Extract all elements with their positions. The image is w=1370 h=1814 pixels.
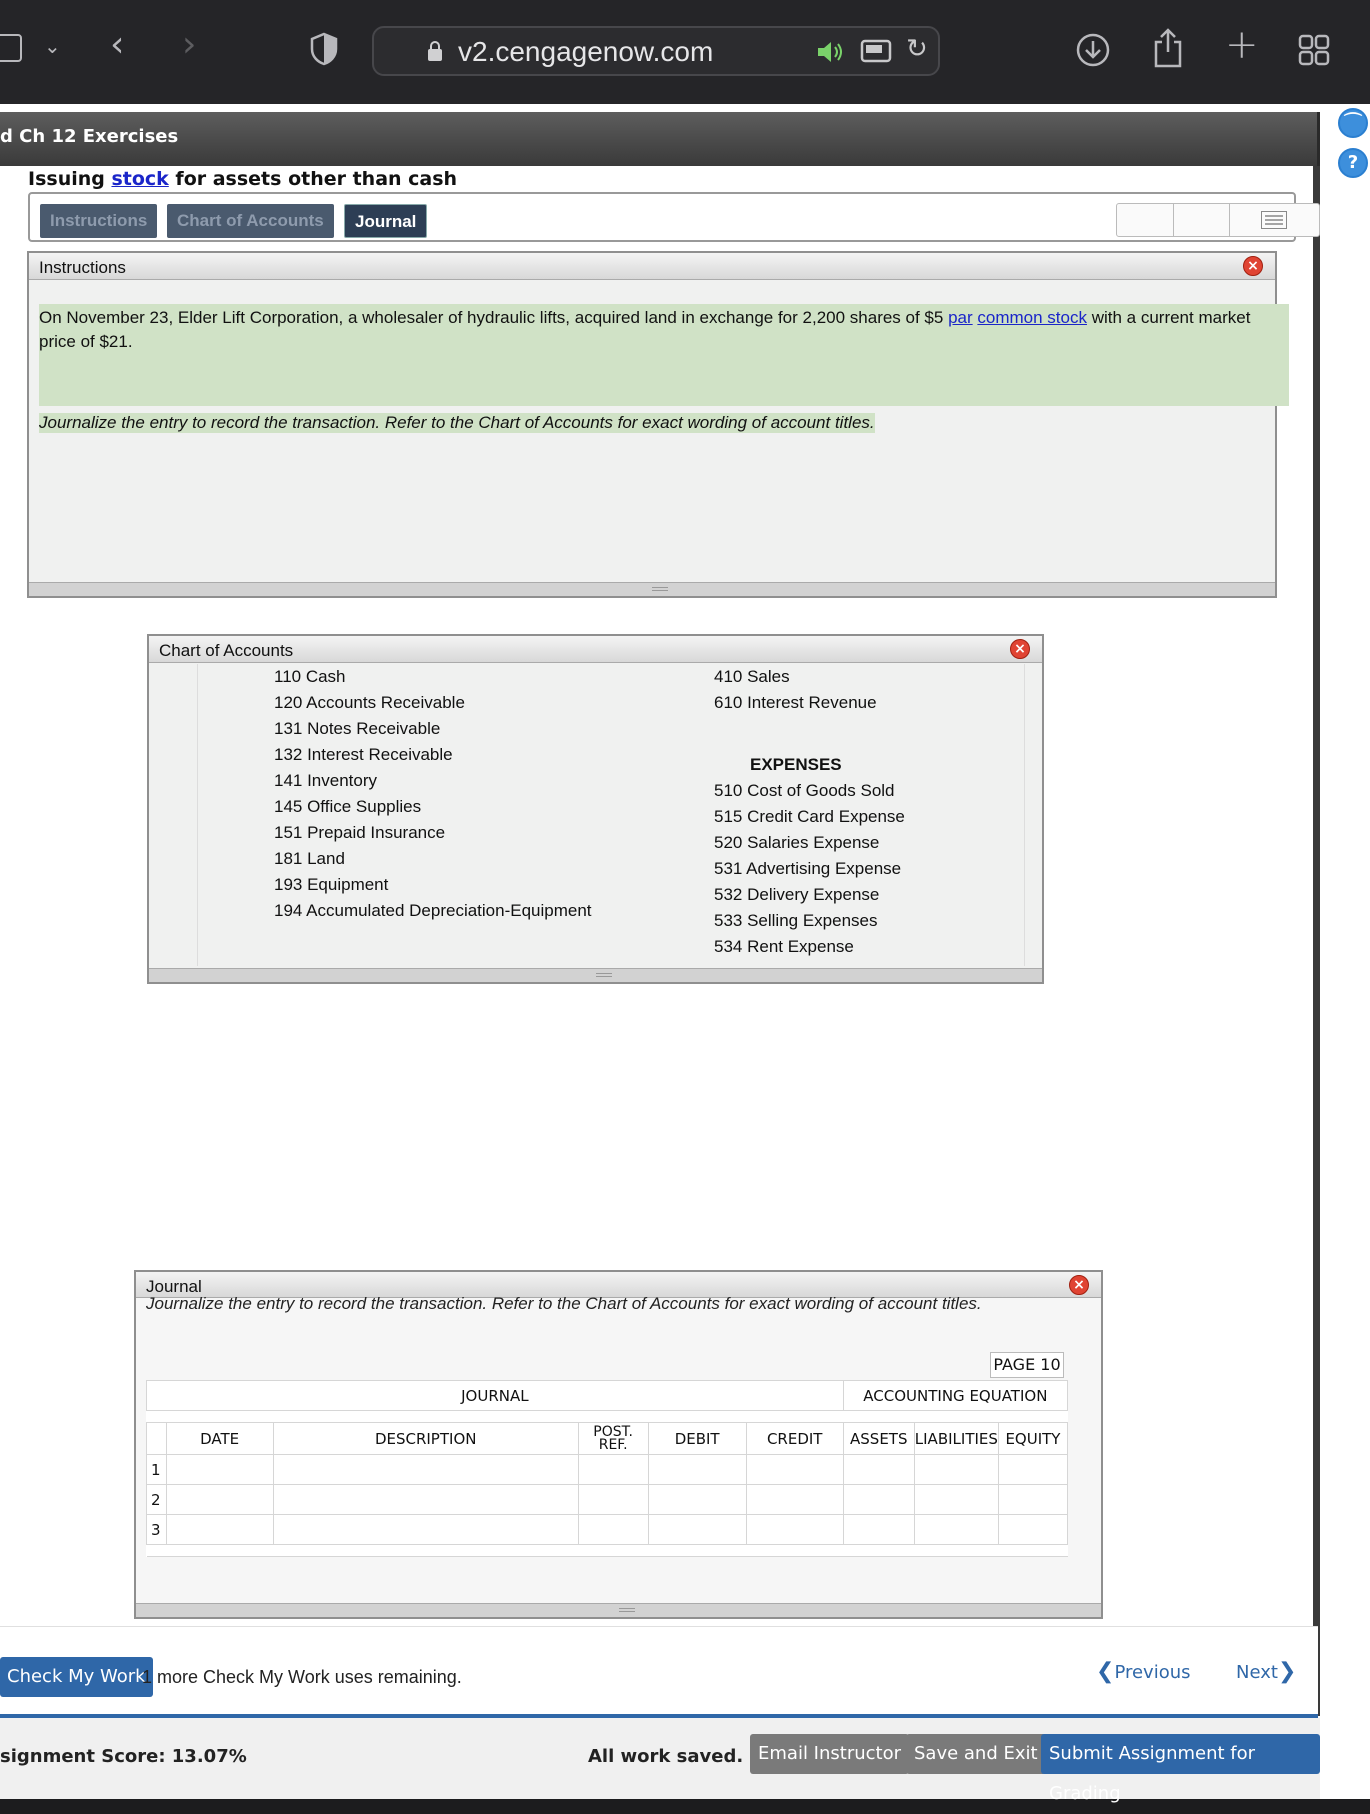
equity-header: EQUITY: [998, 1423, 1067, 1455]
row-number: 2: [147, 1485, 167, 1515]
date-cell[interactable]: [166, 1515, 273, 1545]
assignment-footer: [0, 1718, 1320, 1804]
accounts-column-left: [274, 664, 592, 924]
accounts-list: [197, 664, 1025, 966]
debit-cell[interactable]: [648, 1515, 746, 1545]
page-title: [28, 168, 457, 190]
instructions-sentence: On November 23, Elder Lift Corporation, a wholesaler of hydraulic lifts, acquired land in exchange for 2,200 shares of $5: [39, 308, 949, 327]
table-row: [147, 1515, 1068, 1545]
instructions-task: Journalize the entry to record the transaction. Refer to the Chart of Accounts for exact wording of account titles.: [39, 413, 875, 432]
date-cell[interactable]: [166, 1455, 273, 1485]
liabilities-cell[interactable]: [914, 1455, 998, 1485]
check-work-bar: [0, 1626, 1318, 1716]
par-link[interactable]: par: [948, 308, 973, 327]
header-spacer: [147, 1411, 1068, 1423]
chevron-right-icon: ❯: [1277, 1659, 1297, 1684]
help-icon[interactable]: ?: [1338, 148, 1368, 178]
tab-instructions[interactable]: Instructions: [40, 204, 157, 238]
account-item: 193 Equipment: [274, 875, 389, 894]
account-item: 520 Salaries Expense: [714, 833, 880, 852]
account-item: 533 Selling Expenses: [714, 911, 878, 930]
grip-icon: [596, 973, 612, 977]
instructions-sentence-end: with a current market price of $21.: [39, 308, 1251, 351]
resize-handle[interactable]: [149, 968, 1042, 982]
download-icon[interactable]: [1075, 32, 1111, 68]
assets-cell[interactable]: [843, 1455, 914, 1485]
common-stock-link[interactable]: common stock: [977, 308, 1087, 327]
equation-group-header: ACCOUNTING EQUATION: [843, 1381, 1067, 1411]
table-row: [147, 1455, 1068, 1485]
row-number: 1: [147, 1455, 167, 1485]
equity-cell[interactable]: [998, 1485, 1067, 1515]
panel-header[interactable]: [29, 253, 1275, 280]
panel-title: Chart of Accounts: [159, 641, 294, 660]
credit-header: CREDIT: [746, 1423, 843, 1455]
liabilities-cell[interactable]: [914, 1515, 998, 1545]
panel-title: Instructions: [39, 258, 126, 277]
share-icon[interactable]: [1152, 28, 1184, 68]
chart-of-accounts-panel: [147, 634, 1044, 984]
layout-option-one[interactable]: [1117, 204, 1173, 236]
assets-cell[interactable]: [843, 1515, 914, 1545]
chevron-down-icon[interactable]: ⌄: [44, 34, 61, 58]
save-and-exit-button[interactable]: Save and Exit: [906, 1734, 1046, 1774]
credit-cell[interactable]: [746, 1455, 843, 1485]
account-item: 145 Office Supplies: [274, 797, 422, 816]
table-footer: [147, 1545, 1068, 1557]
check-my-work-button[interactable]: Check My Work: [0, 1657, 153, 1697]
back-icon[interactable]: ‹: [110, 24, 125, 65]
journal-panel: [134, 1270, 1103, 1619]
account-item: 151 Prepaid Insurance: [274, 823, 446, 842]
account-item: 531 Advertising Expense: [714, 859, 902, 878]
close-icon[interactable]: ×: [1010, 639, 1030, 659]
grip-icon: [652, 587, 668, 591]
assignment-titlebar: [0, 112, 1320, 166]
browser-toolbar: [0, 0, 1370, 104]
email-instructor-button[interactable]: Email Instructor: [750, 1734, 909, 1774]
sidebar-toggle-icon[interactable]: [0, 34, 22, 62]
scrollbar[interactable]: [1313, 166, 1320, 1716]
account-item: 131 Notes Receivable: [274, 719, 441, 738]
layout-option-two[interactable]: [1174, 204, 1229, 236]
date-cell[interactable]: [166, 1485, 273, 1515]
liabilities-header: LIABILITIES: [914, 1423, 998, 1455]
new-tab-icon[interactable]: +: [1225, 22, 1259, 68]
forward-icon[interactable]: ›: [182, 24, 197, 65]
journal-note: Journalize the entry to record the transaction. Refer to the Chart of Accounts for exact wording of account titles.: [146, 1294, 982, 1313]
instructions-text: [39, 304, 1289, 406]
submit-assignment-button[interactable]: Submit Assignment for Grading: [1041, 1734, 1320, 1774]
url-text: v2.cengagenow.com: [458, 36, 714, 67]
equity-cell[interactable]: [998, 1455, 1067, 1485]
account-item: 194 Accumulated Depreciation-Equipment: [274, 901, 592, 920]
account-item: 532 Delivery Expense: [714, 885, 880, 904]
chevron-left-icon: ❮: [1096, 1659, 1115, 1684]
save-status: All work saved.: [588, 1746, 744, 1767]
row-number-header: [147, 1423, 167, 1455]
credit-cell[interactable]: [746, 1515, 843, 1545]
address-bar[interactable]: [372, 26, 940, 76]
next-button[interactable]: [1236, 1659, 1296, 1684]
credit-cell[interactable]: [746, 1485, 843, 1515]
description-header: DESCRIPTION: [273, 1423, 578, 1455]
support-icon[interactable]: ⌒: [1338, 108, 1368, 138]
account-item: 534 Rent Expense: [714, 937, 854, 956]
journal-table: [146, 1380, 1068, 1557]
post-ref-cell[interactable]: [578, 1515, 648, 1545]
previous-label: Previous: [1114, 1662, 1191, 1683]
debit-cell[interactable]: [648, 1485, 746, 1515]
panel-header[interactable]: [149, 636, 1042, 663]
account-item: 132 Interest Receivable: [274, 745, 453, 764]
account-item: 410 Sales: [714, 667, 790, 686]
debit-header: DEBIT: [648, 1423, 746, 1455]
panel-title: Journal: [146, 1277, 202, 1296]
tab-bar: [28, 192, 1296, 242]
account-item: 120 Accounts Receivable: [274, 693, 465, 712]
list-icon[interactable]: [1261, 211, 1287, 229]
debit-cell[interactable]: [648, 1455, 746, 1485]
reload-icon[interactable]: ↻: [906, 34, 928, 64]
shield-icon[interactable]: [310, 32, 338, 66]
panel-layout-tools: [1116, 203, 1320, 237]
description-cell[interactable]: [273, 1485, 578, 1515]
assignment-title: d Ch 12 Exercises: [0, 126, 179, 147]
account-item: 110 Cash: [274, 667, 346, 686]
description-cell[interactable]: [273, 1515, 578, 1545]
journal-group-header: JOURNAL: [147, 1381, 844, 1411]
tab-overview-icon[interactable]: [1298, 34, 1330, 66]
row-number: 3: [147, 1515, 167, 1545]
post-ref-header: POST. REF.: [578, 1423, 648, 1455]
picture-in-picture-icon[interactable]: [860, 38, 892, 64]
previous-button[interactable]: [1096, 1659, 1191, 1684]
post-ref-cell[interactable]: [578, 1455, 648, 1485]
title-prefix: Issuing: [28, 168, 112, 190]
tab-chart-of-accounts[interactable]: Chart of Accounts: [167, 204, 334, 238]
close-icon[interactable]: ×: [1069, 1275, 1089, 1295]
assets-header: ASSETS: [843, 1423, 914, 1455]
tool-divider: [1229, 204, 1230, 236]
post-ref-cell[interactable]: [578, 1485, 648, 1515]
date-header: DATE: [166, 1423, 273, 1455]
page-number: PAGE 10: [990, 1352, 1064, 1378]
account-item: 515 Credit Card Expense: [714, 807, 905, 826]
table-row: [147, 1485, 1068, 1515]
accounts-column-right: [714, 664, 905, 960]
assignment-score: signment Score: 13.07%: [0, 1746, 247, 1767]
account-item: 141 Inventory: [274, 771, 378, 790]
stock-link[interactable]: stock: [111, 168, 169, 190]
account-item: 181 Land: [274, 849, 345, 868]
liabilities-cell[interactable]: [914, 1485, 998, 1515]
equity-cell[interactable]: [998, 1515, 1067, 1545]
close-icon[interactable]: ×: [1243, 256, 1263, 276]
assets-cell[interactable]: [843, 1485, 914, 1515]
description-cell[interactable]: [273, 1455, 578, 1485]
account-item: 510 Cost of Goods Sold: [714, 781, 895, 800]
speaker-icon[interactable]: [816, 40, 846, 64]
expenses-header: EXPENSES: [750, 755, 842, 774]
check-uses-remaining: 1 more Check My Work uses remaining.: [142, 1667, 462, 1687]
lock-icon: [426, 40, 444, 62]
instructions-panel: [27, 251, 1277, 598]
title-suffix: for assets other than cash: [168, 168, 458, 190]
resize-handle[interactable]: [29, 582, 1275, 596]
right-gutter: [1320, 104, 1370, 1799]
grip-icon: [619, 1608, 635, 1612]
account-item: 610 Interest Revenue: [714, 693, 877, 712]
tab-journal[interactable]: Journal: [344, 204, 427, 238]
next-label: Next: [1236, 1662, 1278, 1683]
resize-handle[interactable]: [136, 1603, 1101, 1617]
